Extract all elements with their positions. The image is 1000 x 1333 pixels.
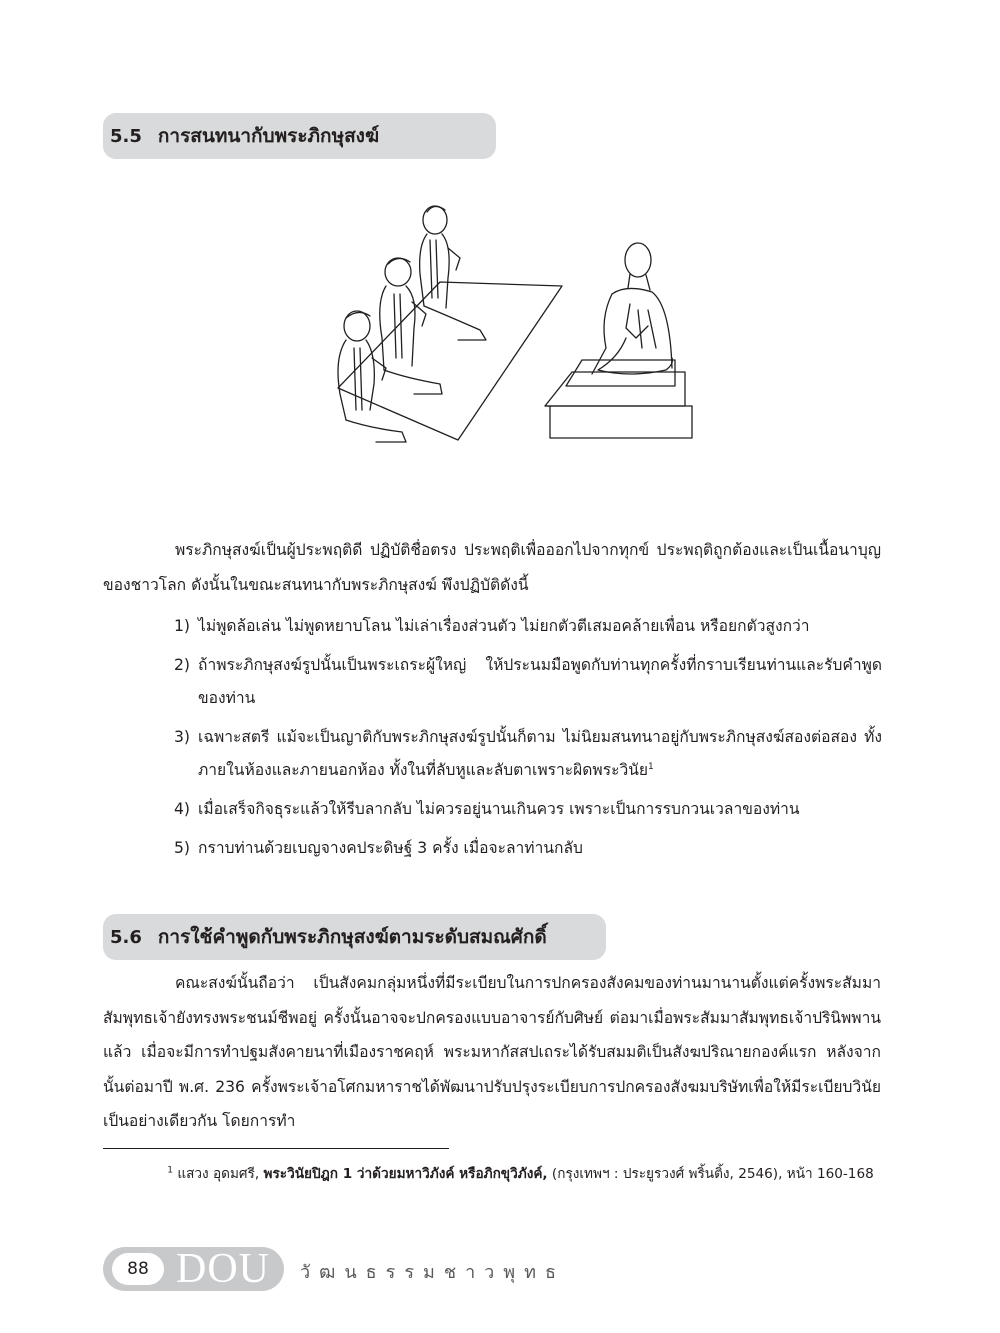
section-title: การสนทนากับพระภิกษุสงฆ์: [157, 125, 380, 147]
book-title: วัฒนธรรมชาวพุทธ: [300, 1262, 566, 1283]
footnote-ref: 1: [648, 761, 654, 772]
section-heading-5-5: [103, 113, 496, 159]
list-item: 1) ไม่พูดล้อเล่น ไม่พูดหยาบโลน ไม่เล่าเรื่องส่วนตัว ไม่ยกตัวตีเสมอคล้ายเพื่อน หรือยกตัวสูงกว่า: [174, 617, 810, 635]
etiquette-list: [174, 610, 882, 871]
section-title: การใช้คำพูดกับพระภิกษุสงฆ์ตามระดับสมณศักดิ์: [157, 926, 547, 948]
section-heading-5-6: [103, 914, 606, 960]
list-item: 3) เฉพาะสตรี แม้จะเป็นญาติกับพระภิกษุสงฆ์รูปนั้นก็ตาม ไม่นิยมสนทนาอยู่กับพระภิกษุสงฆ์สองต่อสอง ทั้งภายในห้องและภายนอกห้อง ทั้งในที่ลับหูและลับตาเพราะผิดพระวินัย$^1$: [174, 728, 882, 779]
kneeling-woman-middle: [380, 258, 442, 394]
list-item: 4) เมื่อเสร็จกิจธุระแล้วให้รีบลากลับ ไม่ควรอยู่นานเกินควร เพราะเป็นการรบกวนเวลาของท่าน: [174, 800, 800, 818]
kneeling-woman-back: [420, 206, 486, 340]
dou-logo: DOU: [176, 1246, 270, 1292]
monk-conversation-illustration: [330, 198, 710, 448]
list-item: 2) ถ้าพระภิกษุสงฆ์รูปนั้นเป็นพระเถระผู้ใหญ่ ให้ประนมมือพูดกับท่านทุกครั้งที่กราบเรียนท่านและรับคำพูดของท่าน: [174, 656, 882, 707]
footnote: $^1$ แสวง อุดมศรี, พระวินัยปิฎก 1 ว่าด้วยมหาวิภังค์ หรือภิกขุวิภังค์, (กรุงเทพฯ : ประยูรวงศ์ พริ้นติ้ง, 2546), หน้า 160-168: [167, 1165, 874, 1182]
floor-mat: [338, 282, 562, 440]
page-number: 88: [112, 1253, 164, 1285]
seated-monk-figure: [592, 243, 672, 374]
intro-paragraph: พระภิกษุสงฆ์เป็นผู้ประพฤติดี ปฏิบัติชื่อตรง ประพฤติเพื่อออกไปจากทุกข์ ประพฤติถูกต้องและเป็นเนื้อนาบุญของชาวโลก ดังนั้นในขณะสนทนากับพระภิกษุสงฆ์ พึงปฏิบัติดังนี้: [103, 541, 881, 594]
monk-platform: [545, 360, 692, 438]
body-paragraph: คณะสงฆ์นั้นถือว่า เป็นสังคมกลุ่มหนึ่งที่มีระเบียบในการปกครองสังคมของท่านมานานตั้งแต่ครั้งพระสัมมาสัมพุทธเจ้ายังทรงพระชนม์ชีพอยู่ ครั้งนั้นอาจจะปกครองแบบอาจารย์กับศิษย์ ต่อมาเมื่อพระสัมมาสัมพุทธเจ้าปรินิพพานแล้ว เมื่อจะมีการทำปฐมสังคายนาที่เมืองราชคฤห์ พระมหากัสสปเถระได้รับสมมติเป็นสังฆปริณายกองค์แรก หลังจากนั้นต่อมาปี พ.ศ. 236 ครั้งพระเจ้าอโศกมหาราชได้พัฒนาปรับปรุงระเบียบการปกครองสังฆมบริษัทเพื่อให้มีระเบียบวินัยเป็นอย่างเดียวกัน โดยการทำ: [103, 974, 881, 1130]
footnote-divider: [103, 1148, 449, 1149]
section-number: 5.5: [110, 125, 142, 147]
list-item: 5) กราบท่านด้วยเบญจางคประดิษฐ์ 3 ครั้ง เมื่อจะลาท่านกลับ: [174, 839, 583, 857]
section-number: 5.6: [110, 926, 142, 948]
